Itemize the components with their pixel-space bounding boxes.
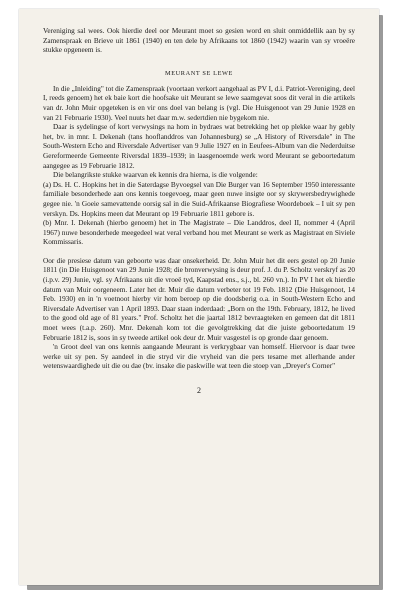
paragraph-inleiding: In die „Inleiding" tot die Zamenspraak (voortaan verkort aangehaal as PV I, d.i. Patriot-Vereniging, deel I, reeds genoem) het ek baie kort die hoofsake uit Meurant se lewe saamgevat soos dit veral in die artikels van dr. John Muir opgeteken is en vir ons doel van belang is (vgl. Die Huisgenoot van 29 Junie 1928 en van 21 Februarie 1930). Veel nuuts het daar m.w. sedertdien nie bygekom nie.: [43, 84, 355, 122]
paragraph-verwysings: Daar is sydelingse of kort verwysings na hom in bydraes wat betrekking het op plekke waar hy gebly het, bv. in mnr. I. Dekenah (tans hooflanddros van Johannesburg) se „A History of Riversdale" in The South-Western Echo and Riversdale Advertiser van 9 Julie 1927 en in Eeufees-Album van die Nederduitse Gereformeerde Gemeente Riversdal 1839–1939; in laasgenoemde werk word Meurant se geboortedatum aangegee as 19 Februarie 1812.: [43, 123, 355, 170]
opening-paragraph: Vereniging sal wees. Ook hierdie deel oor Meurant moet so gesien word en sluit onmiddellik aan by sy Zamenspraak en Brieve uit 1861 (1940) en ten dele by Afrikaans tot 1860 (1942) waarin van sy vroeëre stukke opgeneem is.: [43, 27, 355, 55]
paragraph-kennis: 'n Groot deel van ons kennis aangaande Meurant is verkrygbaar van homself. Hiervoor is daar twee werke uit sy pen. Sy aandeel in die stryd vir die vryheid van die pers tesame met allerhande ander wetenswaardighede uit die ou dae (bv. insake die paskwille wat teen die stoep van „Dreyer's Corner": [43, 343, 355, 371]
book-page: [19, 9, 379, 585]
list-item-a: (a) Ds. H. C. Hopkins het in die Saterdagse Byvoegsel van Die Burger van 16 September 1950 interessante familiale besonderhede aan ons kennis toegevoeg, maar geen nuwe insigte oor sy skrywersbedrywighede gegee nie. 'n Goeie samevattende oorsig sal in die Suid-Afrikaanse Biografiese Woordeboek – I uit sy pen verskyn. Ds. Hopkins meen dat Meurant op 19 Februarie 1811 gebore is.: [43, 180, 355, 218]
page-number: 2: [197, 386, 201, 395]
list-item-b: (b) Mnr. I. Dekenah (hierbo genoem) het in The Magistrate – Die Landdros, deel II, nommer 4 (April 1967) nuwe besonderhede meegedeel wat veral verband hou met Meurant se werk as Magistraat en Siviele Kommissaris.: [43, 219, 355, 247]
section-heading: MEURANT SE LEWE: [165, 69, 233, 77]
paragraph-stukke: Die belangrikste stukke waarvan ek kennis dra hierna, is die volgende:: [53, 171, 258, 180]
paragraph-geboorte: Oor die presiese datum van geboorte was daar onsekerheid. Dr. John Muir het dit eers gestel op 20 Junie 1811 (in Die Huisgenoot van 29 Junie 1928; die bronverwysing is deur prof. J. du P. Scholtz verskryf as 20 (i.p.v. 29) Junie, vgl. sy Afrikaans uit die vroeë tyd, Kaapstad ens., s.j., bl. 260 vn.). In PV I het ek hierdie datum van Muir oorgeneem. Later het dr. Muir die datum verbeter tot 19 Feb. 1812 (Die Huisgenoot, 14 Feb. 1930) en in 'n voetnoot hierby vir hom beroep op die doodsberig o.a. in South-Western Echo and Riversdale Advertiser van 1 April 1893. Daar staan inderdaad: „Born on the 19th. February, 1812, he lived to the good old age of 81 years." Prof. Scholtz het die jaartal 1812 bevraagteken en gemeen dat dit 1811 moet wees (t.a.p. 260). Mnr. Dekenah kom tot die gevolgtrekking dat die juiste geboortedatum 19 Februarie 1812 is, soos in sy tweede artikel ook deur dr. Muir vasgestel is op gronde daar genoem.: [43, 256, 355, 342]
